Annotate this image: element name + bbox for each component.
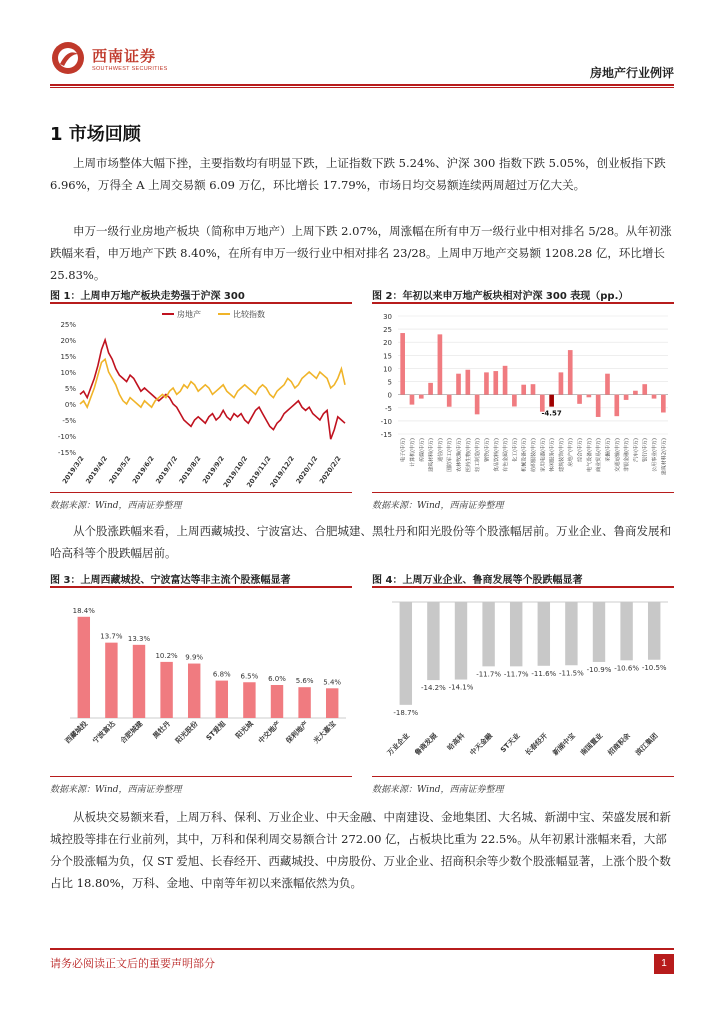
x-tick-label: 汽车(申万) [633, 438, 640, 462]
figure-2-source: 数据来源：Wind，西南证券整理 [372, 501, 504, 511]
y-tick-label: 20% [60, 337, 76, 345]
figure-4-rule [372, 586, 674, 588]
x-tick-label: 钢铁(申万) [484, 438, 491, 462]
x-tick-label: 建筑材料(申万) [428, 438, 435, 472]
x-tick-label: 化工(申万) [512, 438, 519, 462]
y-tick-label: -5 [385, 404, 392, 413]
x-tick-label: 2019/9/2 [200, 454, 226, 486]
paragraph-trading-volume: 从板块交易额来看，上周万科、保利、万业企业、中天金融、中南建设、金地集团、大名城、新湖中宝、荣盛发展和新城控股等排在行业前列，其中，万科和保利周交易额合计 272.00 亿，占板块比重为 22.5%。从年初累计涨幅来看，大部分个股涨幅为负，仅 ST 爱旭、长春经开、西藏城投、中房股份、万业企业、招商积余等少数个股涨幅显著，上涨个股个数占比 18.80%，万科、金地、中南等年初以来涨幅依然为负。 [50, 810, 671, 890]
figure-3-bar-chart [50, 590, 352, 776]
bar [466, 370, 471, 395]
footer-divider [50, 948, 674, 950]
paragraph-market-overview: 上周市场整体大幅下挫，主要指数均有明显下跌，上证指数下跌 5.24%、沪深 300 指数下跌 5.05%，创业板指下跌 6.96%，万得全 A 上周交易额 6.09 万亿，环比增长 17.79%，市场日均交易额连续两周超过万亿大关。 [50, 156, 666, 192]
bar-data-label: -11.6% [531, 669, 557, 678]
x-tick-label: 综合(申万) [577, 438, 584, 462]
bar-data-label: 6.0% [268, 675, 286, 683]
bar-data-label: -14.2% [421, 684, 446, 693]
x-tick-label: 商业贸易(申万) [596, 438, 603, 472]
x-tick-label: 2020/2/2 [317, 454, 343, 486]
page-number: 1 [654, 954, 674, 974]
bar-data-label: 6.8% [212, 670, 231, 679]
bar-data-label: 9.9% [185, 653, 204, 662]
figure-4-bottom-rule [372, 776, 674, 777]
bar [78, 617, 90, 718]
figure-3-source: 数据来源：Wind，西南证券整理 [50, 785, 182, 795]
y-tick-label: 10% [60, 369, 76, 377]
x-tick-label: 计算机(申万) [409, 438, 416, 467]
x-tick-label: 黑牡丹 [151, 719, 173, 741]
bar-data-label: 5.4% [323, 678, 342, 687]
x-tick-label: 哈高科 [445, 731, 467, 753]
figure-1-title: 图 1：上周申万地产板块走势强于沪深 300 [50, 291, 245, 302]
x-tick-label: 新湖中宝 [551, 731, 577, 758]
bar [475, 395, 480, 415]
section-title: 1 市场回顾 [50, 124, 141, 145]
figure-2-bottom-rule [372, 492, 674, 493]
y-tick-label: 5 [387, 378, 392, 387]
figure-2-rule [372, 302, 674, 304]
x-tick-label: 交通运输(申万) [614, 438, 621, 472]
x-tick-label: 西藏城投 [63, 719, 90, 746]
x-tick-label: 阳光股份 [174, 719, 200, 746]
logo-name-cn: 西南证券 [92, 46, 157, 65]
x-tick-label: 农林牧渔(申万) [456, 438, 463, 472]
bar-data-label: -14.1% [448, 683, 474, 692]
logo-icon [50, 40, 86, 76]
bar [243, 682, 255, 718]
bar-data-label: 5.6% [295, 677, 314, 686]
y-tick-label: 5% [64, 385, 76, 393]
y-tick-label: -5% [62, 417, 76, 425]
bar [419, 395, 424, 399]
x-tick-label: 保利地产 [284, 719, 311, 746]
bar [648, 602, 660, 660]
y-tick-label: -10% [57, 433, 76, 441]
bar [160, 662, 172, 718]
x-tick-label: 2020/1/2 [294, 454, 320, 486]
figure-2-bar-chart [372, 306, 674, 492]
y-tick-label: 25% [60, 321, 76, 329]
figure-3-bottom-rule [50, 776, 352, 777]
bar-data-label: -18.7% [393, 708, 419, 717]
bar [133, 645, 145, 718]
x-tick-label: 鲁商发展 [413, 731, 439, 758]
x-tick-label: 南国置业 [578, 731, 605, 758]
bar-data-label: -10.6% [614, 664, 639, 673]
figure-1-line-chart [50, 306, 352, 492]
bar [105, 643, 117, 718]
x-tick-label: 滨江集团 [634, 731, 660, 758]
x-tick-label: 2019/12/2 [268, 454, 296, 489]
x-tick-label: 机械设备(申万) [521, 438, 528, 472]
x-tick-label: 2019/4/2 [84, 454, 110, 486]
bar [410, 395, 415, 405]
x-tick-label: 2019/10/2 [221, 454, 250, 489]
x-tick-label: 宁波富达 [91, 719, 117, 746]
x-tick-label: 医药生物(申万) [465, 438, 472, 472]
bar-data-label: -11.7% [503, 670, 529, 679]
bar-data-label: -11.5% [559, 669, 584, 678]
x-tick-label: 中天金融 [468, 731, 495, 758]
figure-3-rule [50, 586, 352, 588]
bar [652, 395, 657, 399]
bar [456, 374, 461, 395]
x-tick-label: 光大嘉宝 [312, 719, 338, 746]
bar [510, 602, 522, 666]
legend-label-0: 房地产 [177, 310, 201, 319]
bar-data-label: -11.7% [476, 670, 501, 679]
y-tick-label: 20 [383, 339, 392, 348]
bar [216, 681, 228, 718]
bar [593, 602, 605, 662]
x-tick-label: 房地产(申万) [568, 438, 575, 467]
x-tick-label: 电子(申万) [400, 438, 407, 462]
report-type: 房地产行业例评 [589, 66, 674, 80]
x-tick-label: 中交地产 [256, 719, 283, 746]
x-tick-label: 公用事业(申万) [652, 438, 659, 472]
bar [565, 602, 577, 665]
figure-2-title: 图 2：年初以来申万地产板块相对沪深 300 表现（pp.） [372, 291, 629, 302]
y-tick-label: 25 [383, 326, 392, 335]
x-tick-label: 休闲服务(申万) [549, 438, 556, 472]
x-tick-label: 2019/7/2 [154, 454, 180, 486]
x-tick-label: 万业企业 [385, 731, 412, 758]
x-tick-label: 2019/11/2 [245, 454, 273, 489]
bar [538, 602, 550, 666]
bar-data-label: -4.57 [541, 409, 562, 418]
bar [493, 371, 498, 395]
bar [455, 602, 467, 680]
series-line-1 [80, 359, 345, 407]
header-divider-thin [50, 87, 674, 88]
y-tick-label: 15 [383, 352, 392, 361]
y-tick-label: -15% [57, 449, 76, 457]
x-tick-label: 家用电器(申万) [540, 438, 547, 472]
bar [624, 395, 629, 400]
x-tick-label: 2019/8/2 [177, 454, 203, 486]
bar [400, 333, 405, 395]
bar-data-label: 10.2% [155, 651, 178, 660]
bar [188, 664, 200, 718]
bar [271, 685, 283, 718]
header-divider [50, 84, 674, 86]
x-tick-label: 通信(申万) [437, 438, 444, 462]
paragraph-sector-overview: 申万一级行业房地产板块（简称申万地产）上周下跌 2.07%，周涨幅在所有申万一级行业中相对排名 5/28。从年初涨跌幅来看，申万地产下跌 8.40%，在所有申万一级行业中相对排名 23/28。上周申万地产交易额 1208.28 亿，环比增长 25.83%。 [50, 224, 672, 282]
x-tick-label: 2019/5/2 [107, 454, 133, 486]
bar [298, 687, 310, 718]
bar [596, 395, 601, 417]
bar [587, 395, 592, 398]
series-line-0 [80, 340, 345, 439]
x-tick-label: 国防军工(申万) [447, 438, 454, 472]
x-tick-label: 阳光城 [234, 719, 255, 741]
bar [614, 395, 619, 417]
x-tick-label: 2019/3/2 [60, 454, 86, 486]
paragraph-stock-performance: 从个股涨跌幅来看，上周西藏城投、宁波富达、合肥城建、黑牡丹和阳光股份等个股涨幅居前。万业企业、鲁商发展和哈高科等个股跌幅居前。 [50, 524, 671, 560]
bar [559, 372, 564, 394]
x-tick-label: 建筑材料2(申万) [661, 438, 668, 476]
bar [400, 602, 412, 705]
bar [438, 334, 443, 394]
figure-4-bar-chart [372, 590, 674, 776]
y-tick-label: -15 [380, 431, 392, 439]
x-tick-label: 电气设备(申万) [586, 438, 593, 472]
figure-4-title: 图 4：上周万业企业、鲁商发展等个股跌幅显著 [372, 575, 583, 586]
bar-data-label: 13.7% [100, 632, 123, 641]
bar [633, 391, 638, 395]
x-tick-label: 长春经开 [523, 731, 550, 758]
figure-1-rule [50, 302, 352, 304]
bar [577, 395, 582, 404]
figure-4-source: 数据来源：Wind，西南证券整理 [372, 785, 504, 795]
bar [531, 384, 536, 394]
bar-data-label: -10.9% [586, 665, 612, 674]
x-tick-label: 建筑装饰(申万) [558, 438, 565, 472]
bar [512, 395, 517, 407]
x-tick-label: 招商积余 [606, 731, 633, 758]
bar-data-label: 18.4% [72, 606, 95, 615]
x-tick-label: 纺织服装(申万) [531, 438, 537, 472]
x-tick-label: 轻工制造(申万) [475, 438, 482, 472]
bar-data-label: 13.3% [127, 634, 151, 643]
bar [326, 688, 338, 718]
x-tick-label: ST爱旭 [204, 719, 228, 743]
bar [620, 602, 632, 660]
y-tick-label: -10 [380, 417, 392, 426]
x-tick-label: 非银金融(申万) [624, 438, 631, 472]
figure-1-bottom-rule [50, 492, 352, 493]
x-tick-label: 食品饮料(申万) [493, 438, 500, 472]
figure-3-title: 图 3：上周西藏城投、宁波富达等非主流个股涨幅显著 [50, 575, 291, 586]
company-logo [50, 40, 168, 76]
bar [549, 395, 554, 407]
bar [642, 384, 647, 394]
bar [427, 602, 439, 680]
y-tick-label: 30 [383, 313, 392, 321]
y-tick-label: 0 [387, 391, 392, 400]
bar-data-label: 6.5% [240, 672, 259, 681]
y-tick-label: 15% [60, 353, 76, 361]
bar [605, 374, 610, 395]
x-tick-label: 2019/6/2 [130, 454, 156, 486]
x-tick-label: 传媒(申万) [419, 438, 426, 462]
bar [568, 350, 573, 395]
bar [661, 395, 666, 413]
bar [521, 385, 526, 395]
bar [482, 602, 494, 666]
y-tick-label: 10 [383, 365, 392, 374]
legend-label-1: 比较指数 [233, 310, 265, 319]
x-tick-label: ST天业 [499, 731, 522, 755]
footer-disclaimer[interactable]: 请务必阅读正文后的重要声明部分 [50, 957, 215, 970]
bar [447, 395, 452, 407]
y-tick-label: 0% [64, 401, 76, 409]
x-tick-label: 银行(申万) [642, 438, 649, 462]
x-tick-label: 有色金属(申万) [503, 438, 510, 472]
bar-data-label: -10.5% [641, 663, 667, 672]
bar [503, 366, 508, 395]
figure-1-source: 数据来源：Wind，西南证券整理 [50, 501, 182, 511]
x-tick-label: 采掘(申万) [605, 438, 612, 462]
x-tick-label: 合肥城建 [118, 719, 145, 746]
bar [484, 372, 489, 394]
logo-name-en: SOUTHWEST SECURITIES [92, 65, 168, 72]
bar [428, 383, 433, 395]
